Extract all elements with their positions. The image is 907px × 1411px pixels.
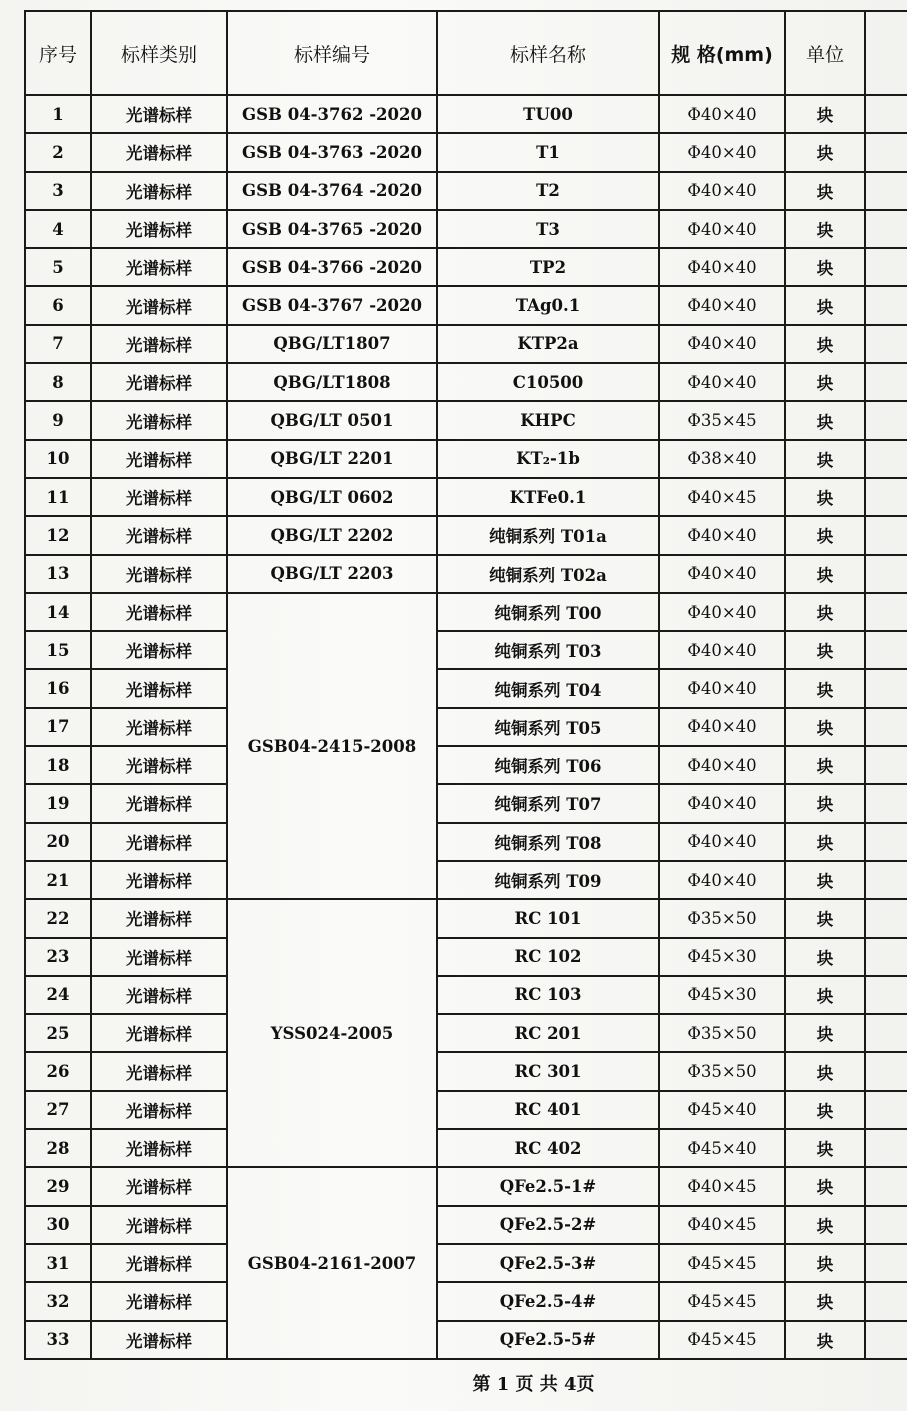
row-unit: 块: [785, 555, 865, 593]
row-extra-cell: [865, 784, 907, 822]
row-name: KTP2a: [437, 325, 659, 363]
row-extra-cell: [865, 401, 907, 439]
row-extra-cell: [865, 1052, 907, 1090]
table-row: [25, 1167, 907, 1205]
row-unit: 块: [785, 631, 865, 669]
row-category: 光谱标样: [91, 1129, 227, 1167]
row-name: RC 103: [437, 976, 659, 1014]
row-name: T2: [437, 172, 659, 210]
row-extra-cell: [865, 669, 907, 707]
row-code: GSB 04-3762 -2020: [227, 95, 437, 133]
row-name: QFe2.5-4#: [437, 1282, 659, 1320]
row-spec: Φ45×30: [659, 976, 785, 1014]
row-spec: Φ38×40: [659, 440, 785, 478]
row-unit: 块: [785, 248, 865, 286]
row-category: 光谱标样: [91, 363, 227, 401]
row-name: 纯铜系列 T08: [437, 823, 659, 861]
table-body: [25, 95, 907, 1359]
row-name: KTFe0.1: [437, 478, 659, 516]
row-number: 26: [25, 1052, 91, 1090]
row-unit: 块: [785, 363, 865, 401]
row-extra-cell: [865, 478, 907, 516]
row-spec: Φ45×45: [659, 1321, 785, 1360]
header-row: [25, 11, 907, 95]
row-category: 光谱标样: [91, 1282, 227, 1320]
row-extra-cell: [865, 938, 907, 976]
row-name: TAg0.1: [437, 286, 659, 324]
row-unit: 块: [785, 823, 865, 861]
row-category: 光谱标样: [91, 401, 227, 439]
row-name: 纯铜系列 T05: [437, 708, 659, 746]
table-row: [25, 1321, 907, 1360]
row-code: GSB 04-3767 -2020: [227, 286, 437, 324]
row-category: 光谱标样: [91, 1206, 227, 1244]
row-number: 23: [25, 938, 91, 976]
row-unit: 块: [785, 133, 865, 171]
row-category: 光谱标样: [91, 746, 227, 784]
row-name: QFe2.5-2#: [437, 1206, 659, 1244]
row-spec: Φ40×40: [659, 248, 785, 286]
row-unit: 块: [785, 1052, 865, 1090]
table-row: [25, 1282, 907, 1320]
row-name: 纯铜系列 T00: [437, 593, 659, 631]
row-name: QFe2.5-3#: [437, 1244, 659, 1282]
row-category: 光谱标样: [91, 1091, 227, 1129]
row-code: GSB 04-3766 -2020: [227, 248, 437, 286]
row-spec: Φ40×45: [659, 478, 785, 516]
row-spec: Φ40×40: [659, 516, 785, 554]
row-extra-cell: [865, 1282, 907, 1320]
row-category: 光谱标样: [91, 631, 227, 669]
row-spec: Φ40×40: [659, 95, 785, 133]
row-extra-cell: [865, 1129, 907, 1167]
row-number: 31: [25, 1244, 91, 1282]
table-row: [25, 1206, 907, 1244]
row-number: 24: [25, 976, 91, 1014]
table-row: [25, 976, 907, 1014]
row-category: 光谱标样: [91, 823, 227, 861]
table-row: [25, 708, 907, 746]
row-unit: 块: [785, 861, 865, 899]
row-unit: 块: [785, 669, 865, 707]
row-number: 4: [25, 210, 91, 248]
row-spec: Φ40×40: [659, 708, 785, 746]
row-name: RC 402: [437, 1129, 659, 1167]
row-category: 光谱标样: [91, 133, 227, 171]
row-number: 22: [25, 899, 91, 937]
row-code: QBG/LT1808: [227, 363, 437, 401]
row-spec: Φ45×40: [659, 1091, 785, 1129]
row-extra-cell: [865, 823, 907, 861]
row-category: 光谱标样: [91, 516, 227, 554]
table-row: [25, 1014, 907, 1052]
header-name: 标样名称: [437, 11, 659, 95]
row-name: RC 301: [437, 1052, 659, 1090]
row-extra-cell: [865, 1091, 907, 1129]
row-unit: 块: [785, 1321, 865, 1360]
row-category: 光谱标样: [91, 95, 227, 133]
row-name: RC 101: [437, 899, 659, 937]
row-spec: Φ40×40: [659, 784, 785, 822]
row-name: T1: [437, 133, 659, 171]
header-unit: 单位: [785, 11, 865, 95]
row-extra-cell: [865, 1244, 907, 1282]
table-row: [25, 669, 907, 707]
table-row: [25, 1052, 907, 1090]
row-code: GSB04-2415-2008: [227, 593, 437, 899]
row-number: 12: [25, 516, 91, 554]
table-row: [25, 631, 907, 669]
row-unit: 块: [785, 593, 865, 631]
row-number: 32: [25, 1282, 91, 1320]
row-spec: Φ40×40: [659, 823, 785, 861]
row-number: 2: [25, 133, 91, 171]
table-row: [25, 861, 907, 899]
row-name: QFe2.5-5#: [437, 1321, 659, 1360]
row-number: 13: [25, 555, 91, 593]
row-number: 15: [25, 631, 91, 669]
row-category: 光谱标样: [91, 1244, 227, 1282]
row-code: GSB 04-3763 -2020: [227, 133, 437, 171]
row-number: 21: [25, 861, 91, 899]
row-unit: 块: [785, 746, 865, 784]
row-category: 光谱标样: [91, 440, 227, 478]
row-spec: Φ35×50: [659, 1052, 785, 1090]
row-category: 光谱标样: [91, 669, 227, 707]
row-spec: Φ35×45: [659, 401, 785, 439]
table-row: [25, 516, 907, 554]
row-extra-cell: [865, 976, 907, 1014]
row-extra-cell: [865, 555, 907, 593]
row-extra-cell: [865, 899, 907, 937]
row-unit: 块: [785, 440, 865, 478]
row-extra-cell: [865, 1014, 907, 1052]
row-unit: 块: [785, 1244, 865, 1282]
row-extra-cell: [865, 210, 907, 248]
row-extra-cell: [865, 593, 907, 631]
row-spec: Φ40×45: [659, 1206, 785, 1244]
row-spec: Φ45×45: [659, 1282, 785, 1320]
table-row: [25, 823, 907, 861]
row-name: 纯铜系列 T09: [437, 861, 659, 899]
row-extra-cell: [865, 1321, 907, 1360]
row-number: 33: [25, 1321, 91, 1360]
row-name: 纯铜系列 T03: [437, 631, 659, 669]
row-name: KT₂-1b: [437, 440, 659, 478]
row-number: 7: [25, 325, 91, 363]
row-spec: Φ40×40: [659, 861, 785, 899]
row-spec: Φ40×45: [659, 1167, 785, 1205]
row-category: 光谱标样: [91, 784, 227, 822]
row-extra-cell: [865, 631, 907, 669]
header-no: 序号: [25, 11, 91, 95]
row-category: 光谱标样: [91, 708, 227, 746]
row-extra-cell: [865, 133, 907, 171]
row-number: 29: [25, 1167, 91, 1205]
row-extra-cell: [865, 1167, 907, 1205]
table-row: [25, 210, 907, 248]
table-row: [25, 172, 907, 210]
row-name: RC 401: [437, 1091, 659, 1129]
row-spec: Φ45×30: [659, 938, 785, 976]
row-name: TU00: [437, 95, 659, 133]
row-code: GSB 04-3764 -2020: [227, 172, 437, 210]
row-spec: Φ35×50: [659, 899, 785, 937]
row-unit: 块: [785, 516, 865, 554]
row-name: 纯铜系列 T02a: [437, 555, 659, 593]
row-name: RC 102: [437, 938, 659, 976]
row-number: 9: [25, 401, 91, 439]
row-category: 光谱标样: [91, 976, 227, 1014]
row-unit: 块: [785, 172, 865, 210]
row-code: QBG/LT 0602: [227, 478, 437, 516]
header-extra-column: [865, 11, 907, 95]
row-unit: 块: [785, 478, 865, 516]
row-code: QBG/LT 2202: [227, 516, 437, 554]
row-name: 纯铜系列 T01a: [437, 516, 659, 554]
row-number: 16: [25, 669, 91, 707]
row-extra-cell: [865, 440, 907, 478]
row-code: QBG/LT1807: [227, 325, 437, 363]
row-spec: Φ45×45: [659, 1244, 785, 1282]
row-category: 光谱标样: [91, 861, 227, 899]
row-spec: Φ40×40: [659, 133, 785, 171]
table-row: [25, 746, 907, 784]
row-unit: 块: [785, 1167, 865, 1205]
table-row: [25, 899, 907, 937]
row-unit: 块: [785, 95, 865, 133]
row-unit: 块: [785, 401, 865, 439]
row-number: 30: [25, 1206, 91, 1244]
table-row: [25, 95, 907, 133]
row-unit: 块: [785, 938, 865, 976]
page-number: 第 1 页 共 4页: [472, 1374, 595, 1395]
row-number: 17: [25, 708, 91, 746]
row-extra-cell: [865, 516, 907, 554]
row-spec: Φ40×40: [659, 746, 785, 784]
table-row: [25, 478, 907, 516]
table-row: [25, 593, 907, 631]
table-row: [25, 133, 907, 171]
row-unit: 块: [785, 708, 865, 746]
row-code: QBG/LT 2201: [227, 440, 437, 478]
row-unit: 块: [785, 210, 865, 248]
row-spec: Φ40×40: [659, 210, 785, 248]
table-row: [25, 938, 907, 976]
row-code: GSB 04-3765 -2020: [227, 210, 437, 248]
row-category: 光谱标样: [91, 899, 227, 937]
row-spec: Φ35×50: [659, 1014, 785, 1052]
row-name: T3: [437, 210, 659, 248]
table-row: [25, 248, 907, 286]
row-number: 1: [25, 95, 91, 133]
header-code: 标样编号: [227, 11, 437, 95]
row-category: 光谱标样: [91, 248, 227, 286]
row-category: 光谱标样: [91, 1014, 227, 1052]
row-category: 光谱标样: [91, 1052, 227, 1090]
table-row: [25, 1129, 907, 1167]
row-extra-cell: [865, 746, 907, 784]
row-unit: 块: [785, 286, 865, 324]
row-code: QBG/LT 0501: [227, 401, 437, 439]
row-code: GSB04-2161-2007: [227, 1167, 437, 1359]
row-extra-cell: [865, 325, 907, 363]
row-name: QFe2.5-1#: [437, 1167, 659, 1205]
row-extra-cell: [865, 95, 907, 133]
row-spec: Φ45×40: [659, 1129, 785, 1167]
row-spec: Φ40×40: [659, 363, 785, 401]
table-row: [25, 363, 907, 401]
row-category: 光谱标样: [91, 286, 227, 324]
table-row: [25, 286, 907, 324]
row-extra-cell: [865, 286, 907, 324]
row-spec: Φ40×40: [659, 593, 785, 631]
row-name: C10500: [437, 363, 659, 401]
row-number: 11: [25, 478, 91, 516]
row-spec: Φ40×40: [659, 172, 785, 210]
row-number: 5: [25, 248, 91, 286]
row-spec: Φ40×40: [659, 555, 785, 593]
row-number: 14: [25, 593, 91, 631]
header-category: 标样类别: [91, 11, 227, 95]
row-category: 光谱标样: [91, 325, 227, 363]
row-number: 25: [25, 1014, 91, 1052]
row-number: 27: [25, 1091, 91, 1129]
row-spec: Φ40×40: [659, 286, 785, 324]
row-extra-cell: [865, 172, 907, 210]
row-extra-cell: [865, 363, 907, 401]
row-category: 光谱标样: [91, 172, 227, 210]
row-code: YSS024-2005: [227, 899, 437, 1167]
row-unit: 块: [785, 784, 865, 822]
row-unit: 块: [785, 976, 865, 1014]
row-name: TP2: [437, 248, 659, 286]
standards-table: [24, 10, 907, 1360]
row-category: 光谱标样: [91, 1321, 227, 1360]
row-name: 纯铜系列 T04: [437, 669, 659, 707]
row-category: 光谱标样: [91, 938, 227, 976]
row-number: 18: [25, 746, 91, 784]
row-number: 3: [25, 172, 91, 210]
row-extra-cell: [865, 708, 907, 746]
row-number: 20: [25, 823, 91, 861]
table-row: [25, 440, 907, 478]
row-name: 纯铜系列 T06: [437, 746, 659, 784]
row-number: 28: [25, 1129, 91, 1167]
row-number: 8: [25, 363, 91, 401]
row-number: 6: [25, 286, 91, 324]
row-category: 光谱标样: [91, 555, 227, 593]
row-unit: 块: [785, 899, 865, 937]
row-unit: 块: [785, 1014, 865, 1052]
row-unit: 块: [785, 325, 865, 363]
row-category: 光谱标样: [91, 1167, 227, 1205]
row-category: 光谱标样: [91, 593, 227, 631]
row-category: 光谱标样: [91, 210, 227, 248]
table-row: [25, 555, 907, 593]
row-code: QBG/LT 2203: [227, 555, 437, 593]
row-unit: 块: [785, 1282, 865, 1320]
table-row: [25, 784, 907, 822]
row-extra-cell: [865, 248, 907, 286]
row-spec: Φ40×40: [659, 631, 785, 669]
row-name: KHPC: [437, 401, 659, 439]
table-row: [25, 1244, 907, 1282]
row-number: 10: [25, 440, 91, 478]
row-name: 纯铜系列 T07: [437, 784, 659, 822]
row-spec: Φ40×40: [659, 669, 785, 707]
header-spec: 规 格(mm): [659, 11, 785, 95]
row-name: RC 201: [437, 1014, 659, 1052]
row-category: 光谱标样: [91, 478, 227, 516]
row-unit: 块: [785, 1129, 865, 1167]
row-unit: 块: [785, 1206, 865, 1244]
row-spec: Φ40×40: [659, 325, 785, 363]
row-extra-cell: [865, 861, 907, 899]
table-row: [25, 401, 907, 439]
row-extra-cell: [865, 1206, 907, 1244]
table-row: [25, 1091, 907, 1129]
row-number: 19: [25, 784, 91, 822]
row-unit: 块: [785, 1091, 865, 1129]
table-row: [25, 325, 907, 363]
